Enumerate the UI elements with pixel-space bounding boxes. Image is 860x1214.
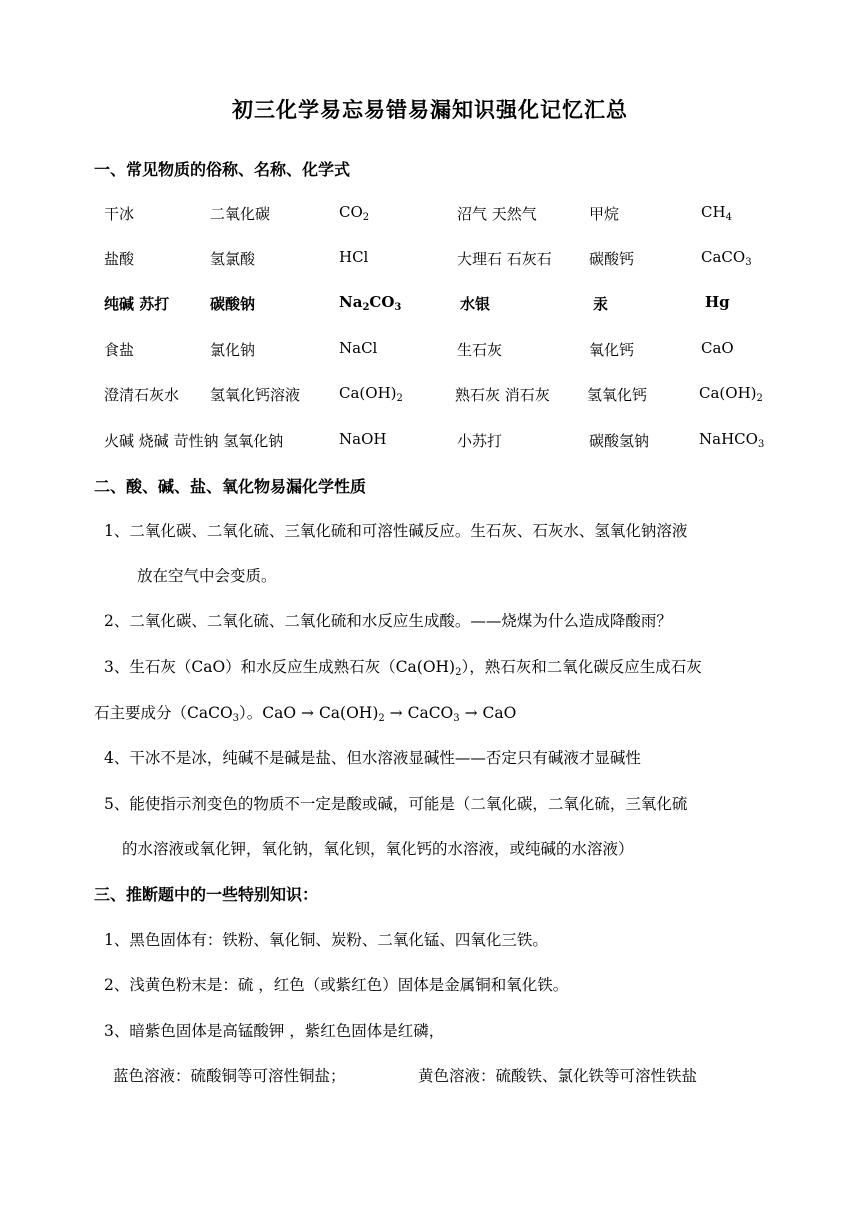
blue-solution-note: 蓝色溶液：硫酸铜等可溶性铜盐； xyxy=(113,1067,346,1085)
section-1-heading: 一、常见物质的俗称、名称、化学式 xyxy=(94,160,351,179)
common-name: 火碱 烧碱 苛性钠 氢氧化钠 xyxy=(104,432,284,450)
paragraph-line: 5、能使指示剂变色的物质不一定是酸或碱，可能是（二氧化碳，二氧化硫，三氧化硫 xyxy=(104,795,688,813)
formula: $Ca(OH)_2$ xyxy=(339,384,403,404)
chemical-name: 碳酸钠 xyxy=(210,295,256,313)
paragraph-line: 4、干冰不是冰，纯碱不是碱是盐、但水溶液显碱性——否定只有碱液才显碱性 xyxy=(104,749,641,767)
page-title: 初三化学易忘易错易漏知识强化记忆汇总 xyxy=(232,97,628,122)
chemical-name: 氧化钙 xyxy=(589,341,635,359)
section-2-heading: 二、酸、碱、盐、氧化物易漏化学性质 xyxy=(94,477,367,496)
chemical-name: 甲烷 xyxy=(589,205,620,223)
formula: $CO_2$ xyxy=(339,203,370,223)
chemical-name: 汞 xyxy=(593,295,609,313)
formula: NaHCO$_3$ xyxy=(699,430,765,450)
paragraph-line: 3、生石灰（CaO）和水反应生成熟石灰$(Ca(OH)_2)$，熟石灰和二氧化碳反应生成石灰 xyxy=(104,658,702,678)
yellow-solution-note: 黄色溶液：硫酸铁、氯化铁等可溶性铁盐 xyxy=(418,1067,698,1085)
common-name: 大理石 石灰石 xyxy=(457,250,552,268)
common-name: 盐酸 xyxy=(104,250,135,268)
common-name: 食盐 xyxy=(104,341,135,359)
paragraph-line: 石主要成分（CaCO$_3$）。CaO → $Ca(OH)_2$ → CaCO$_3$ → CaO xyxy=(94,704,517,724)
common-name: 熟石灰 消石灰 xyxy=(455,386,550,404)
paragraph-line: 1、黑色固体有：铁粉、氧化铜、炭粉、二氧化锰、四氧化三铁。 xyxy=(104,931,548,949)
paragraph-line: 3、暗紫色固体是高锰酸钾 ，紫红色固体是红磷， xyxy=(104,1022,445,1040)
chemical-name: 氢氧化钙 xyxy=(587,386,648,404)
chemical-name: 碳酸钙 xyxy=(589,250,635,268)
formula: HCl xyxy=(339,248,369,266)
formula: $CH_4$ xyxy=(701,203,732,223)
formula: NaOH xyxy=(339,430,387,448)
common-name: 水银 xyxy=(460,295,491,313)
formula: $Na_2CO_3$ xyxy=(339,293,402,313)
chemical-name: 氯化钠 xyxy=(210,341,256,359)
common-name: 纯碱 苏打 xyxy=(104,295,170,313)
formula: $Ca(OH)_2$ xyxy=(699,384,763,404)
paragraph-line: 放在空气中会变质。 xyxy=(137,567,277,585)
common-name: 沼气 天然气 xyxy=(457,205,537,223)
paragraph-line: 2、二氧化碳、二氧化硫、二氧化硫和水反应生成酸。——烧煤为什么造成降酸雨？ xyxy=(104,612,672,630)
common-name: 生石灰 xyxy=(457,341,503,359)
paragraph-line: 的水溶液或氧化钾，氧化钠，氧化钡，氧化钙的水溶液，或纯碱的水溶液） xyxy=(122,840,634,858)
common-name: 小苏打 xyxy=(457,432,503,450)
paragraph-line: 1、二氧化碳、二氧化硫、三氧化硫和可溶性碱反应。生石灰、石灰水、氢氧化钠溶液 xyxy=(104,522,688,540)
chemical-name: 氢氯酸 xyxy=(210,250,256,268)
chemical-name: 碳酸氢钠 xyxy=(589,432,650,450)
formula: CaCO$_3$ xyxy=(701,248,752,268)
formula: Hg xyxy=(705,293,730,311)
common-name: 干冰 xyxy=(104,205,135,223)
chemical-name: 二氧化碳 xyxy=(210,205,271,223)
section-3-heading: 三、推断题中的一些特别知识： xyxy=(94,885,319,904)
chemical-name: 氢氧化钙溶液 xyxy=(210,386,301,404)
common-name: 澄清石灰水 xyxy=(104,386,180,404)
formula: NaCl xyxy=(339,339,378,357)
formula: CaO xyxy=(701,339,734,357)
paragraph-line: 2、浅黄色粉末是：硫 ，红色（或紫红色）固体是金属铜和氧化铁。 xyxy=(104,976,569,994)
